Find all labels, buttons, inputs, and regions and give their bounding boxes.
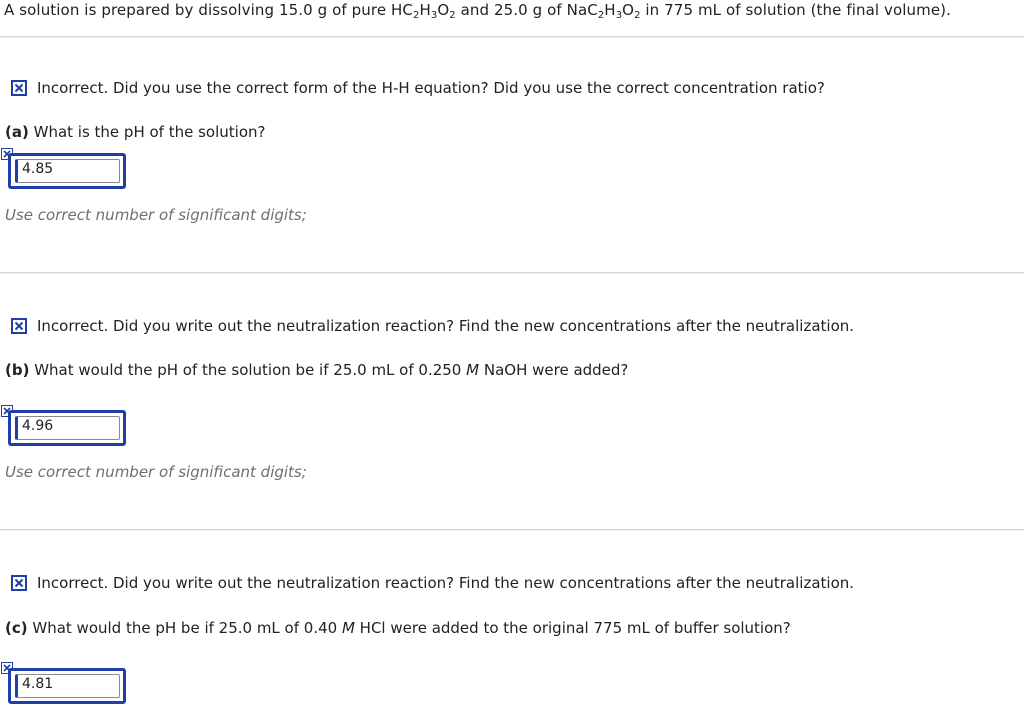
question-c xyxy=(5,619,791,637)
divider xyxy=(0,272,1024,274)
hint-b: Use correct number of significant digits; xyxy=(5,463,307,481)
answer-input-a[interactable]: 4.85 xyxy=(15,159,120,183)
feedback-text-c: Incorrect. Did you write out the neutralization reaction? Find the new concentrations after the neutralization. xyxy=(37,574,855,592)
question-letter: (b) xyxy=(5,361,30,379)
answer-field-a-frame xyxy=(8,153,126,189)
question-b xyxy=(5,361,628,379)
question-text: What is the pH of the solution? xyxy=(28,123,266,141)
subscript: 2 xyxy=(412,10,420,21)
formula-part: O xyxy=(622,1,635,19)
formula-part: H xyxy=(604,1,616,19)
subscript: 3 xyxy=(430,10,438,21)
answer-field-c-frame xyxy=(8,668,126,704)
subscript: 3 xyxy=(615,10,623,21)
question-text: HCl were added to the original 775 mL of buffer solution? xyxy=(354,619,791,637)
problem-text-2: and 25.0 g of NaC xyxy=(455,1,598,19)
divider xyxy=(0,529,1024,531)
incorrect-x-icon xyxy=(11,318,27,334)
question-a xyxy=(5,123,265,141)
incorrect-x-icon xyxy=(11,575,27,591)
question-letter: (c) xyxy=(5,619,28,637)
question-letter: (a) xyxy=(5,123,29,141)
feedback-text-b: Incorrect. Did you write out the neutralization reaction? Find the new concentrations after the neutralization. xyxy=(37,317,855,335)
answer-field-b-frame xyxy=(8,410,126,446)
subscript: 2 xyxy=(597,10,605,21)
subscript: 2 xyxy=(634,10,641,21)
incorrect-x-icon xyxy=(11,80,27,96)
problem-text-3: in 775 mL of solution (the final volume). xyxy=(640,1,951,19)
molarity-symbol: M xyxy=(341,619,355,637)
formula-part: O xyxy=(437,1,450,19)
formula-part: H xyxy=(419,1,431,19)
feedback-text-a: Incorrect. Did you use the correct form of the H-H equation? Did you use the correct concentration ratio? xyxy=(37,79,825,97)
problem-text-1: A solution is prepared by dissolving 15.0 g of pure HC xyxy=(4,1,413,19)
question-text: What would the pH be if 25.0 mL of 0.40 xyxy=(27,619,342,637)
divider xyxy=(0,36,1024,38)
question-text: What would the pH of the solution be if 25.0 mL of 0.250 xyxy=(29,361,467,379)
subscript: 2 xyxy=(449,10,456,21)
molarity-symbol: M xyxy=(466,361,480,379)
hint-a: Use correct number of significant digits; xyxy=(5,206,307,224)
problem-statement xyxy=(4,1,951,19)
question-text: NaOH were added? xyxy=(479,361,629,379)
answer-input-b[interactable]: 4.96 xyxy=(15,416,120,440)
answer-input-c[interactable]: 4.81 xyxy=(15,674,120,698)
